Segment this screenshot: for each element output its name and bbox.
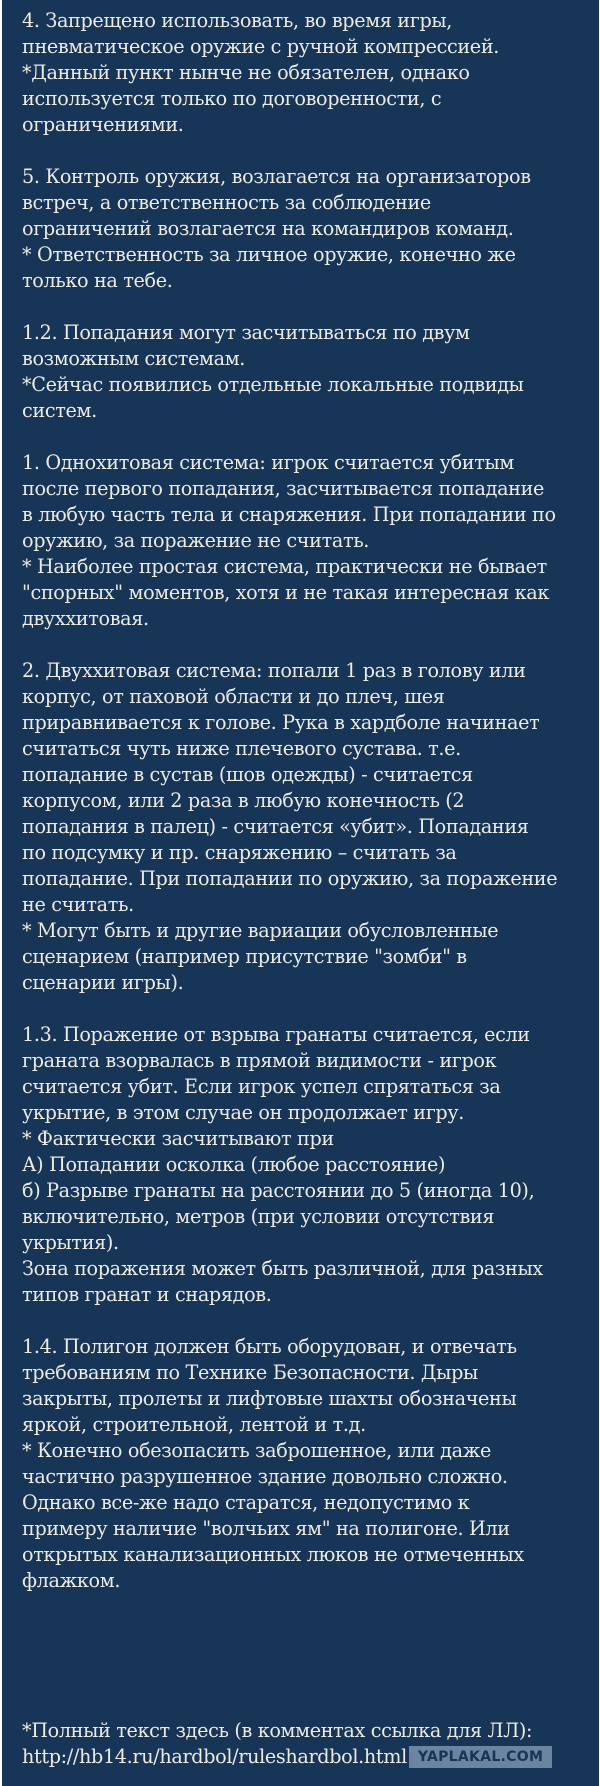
text-line: только на тебе. <box>22 269 173 292</box>
text-line: попадания в палец) - считается «убит». Попадания <box>22 815 529 838</box>
text-line: укрытия). <box>22 1231 119 1254</box>
text-line: ограничений возлагается на командиров команд. <box>22 217 514 240</box>
text-line: *Данный пункт нынче не обязателен, однако <box>22 61 470 84</box>
text-line: считается убит. Если игрок успел спрятаться за <box>22 1075 501 1098</box>
text-line: А) Попадании осколка (любое расстояние) <box>22 1153 446 1176</box>
text-line: не считать. <box>22 893 134 916</box>
text-line: * Фактически засчитывают при <box>22 1127 334 1150</box>
text-line: по подсумку и пр. снаряжению – считать за <box>22 841 457 864</box>
text-line: в любую часть тела и снаряжения. При попадании по <box>22 503 556 526</box>
text-line: возможным системам. <box>22 347 246 370</box>
text-line: укрытие, в этом случае он продолжает игру. <box>22 1101 465 1124</box>
text-line: сценарии игры). <box>22 971 184 994</box>
text-line: двуххитовая. <box>22 607 149 630</box>
source-url-link[interactable]: http://hb14.ru/hardbol/ruleshardbol.html <box>22 1745 407 1768</box>
paragraph-rule-5 <box>22 164 589 294</box>
text-line: закрыты, пролеты и лифтовые шахты обозначены <box>22 1387 517 1410</box>
text-line: граната взорвалась в прямой видимости - игрок <box>22 1049 497 1072</box>
text-line: флажком. <box>22 1569 121 1592</box>
paragraph-rule-1-3 <box>22 1022 589 1308</box>
text-line: примеру наличие "волчьих ям" на полигоне. Или <box>22 1517 510 1540</box>
text-line: 1.2. Попадания могут засчитываться по двум <box>22 321 470 344</box>
text-line: *Сейчас появились отдельные локальные подвиды <box>22 373 524 396</box>
text-line: оружию, за поражение не считать. <box>22 529 370 552</box>
text-line: 1.3. Поражение от взрыва гранаты считается, если <box>22 1023 530 1046</box>
text-line: используется только по договоренности, с <box>22 87 442 110</box>
text-line: сценарием (например присутствие "зомби" в <box>22 945 467 968</box>
text-line: типов гранат и снарядов. <box>22 1283 272 1306</box>
text-line: * Наиболее простая система, практически не бывает <box>22 555 547 578</box>
text-line: пневматическое оружие с ручной компрессией. <box>22 35 500 58</box>
text-line: яркой, строительной, лентой и т.д. <box>22 1413 366 1436</box>
text-line: включительно, метров (при условии отсутствия <box>22 1205 495 1228</box>
text-line: систем. <box>22 399 97 422</box>
text-line: 1. Однохитовая система: игрок считается убитым <box>22 451 514 474</box>
text-line: открытых канализационных люков не отмеченных <box>22 1543 524 1566</box>
full-text-note: *Полный текст здесь (в комментах ссылка для ЛЛ): <box>22 1719 533 1742</box>
text-line: "спорных" моментов, хотя и не такая интересная как <box>22 581 550 604</box>
text-line: 5. Контроль оружия, возлагается на организаторов <box>22 165 531 188</box>
text-line: 1.4. Полигон должен быть оборудован, и отвечать <box>22 1335 517 1358</box>
text-line: требованиям по Технике Безопасности. Дыры <box>22 1361 478 1384</box>
paragraph-two-hit-system <box>22 658 589 996</box>
text-line: 4. Запрещено использовать, во время игры, <box>22 9 453 32</box>
text-line: 2. Двуххитовая система: попали 1 раз в голову или <box>22 659 526 682</box>
text-line: * Могут быть и другие вариации обусловленные <box>22 919 499 942</box>
paragraph-one-hit-system <box>22 450 589 632</box>
paragraph-rule-4 <box>22 8 589 138</box>
text-line: ограничениями. <box>22 113 184 136</box>
text-line: попадание в сустав (шов одежды) - считается <box>22 763 473 786</box>
source-footer <box>22 1718 592 1770</box>
paragraph-rule-1-4 <box>22 1334 589 1594</box>
text-line: * Ответственность за личное оружие, конечно же <box>22 243 516 266</box>
text-line: после первого попадания, засчитывается попадание <box>22 477 545 500</box>
source-url-row <box>22 1744 592 1770</box>
text-line: частично разрушенное здание довольно сложно. <box>22 1465 508 1488</box>
text-line: б) Разрыве гранаты на расстоянии до 5 (иногда 10), <box>22 1179 535 1202</box>
paragraph-rule-1-2 <box>22 320 589 424</box>
document-page <box>2 0 599 1786</box>
text-line: Однако все-же надо старатся, недопустимо к <box>22 1491 470 1514</box>
yaplakal-watermark: YAPLAKAL.COM <box>409 1746 552 1768</box>
text-line: корпус, от паховой области и до плеч, шея <box>22 685 445 708</box>
text-line: встреч, а ответственность за соблюдение <box>22 191 431 214</box>
text-line: считаться чуть ниже плечевого сустава. т.е. <box>22 737 461 760</box>
text-line: Зона поражения может быть различной, для разных <box>22 1257 543 1280</box>
text-line: * Конечно обезопасить заброшенное, или даже <box>22 1439 492 1462</box>
text-line: корпусом, или 2 раза в любую конечность (2 <box>22 789 465 812</box>
text-line: попадание. При попадании по оружию, за поражение <box>22 867 558 890</box>
text-line: приравнивается к голове. Рука в хардболе начинает <box>22 711 540 734</box>
